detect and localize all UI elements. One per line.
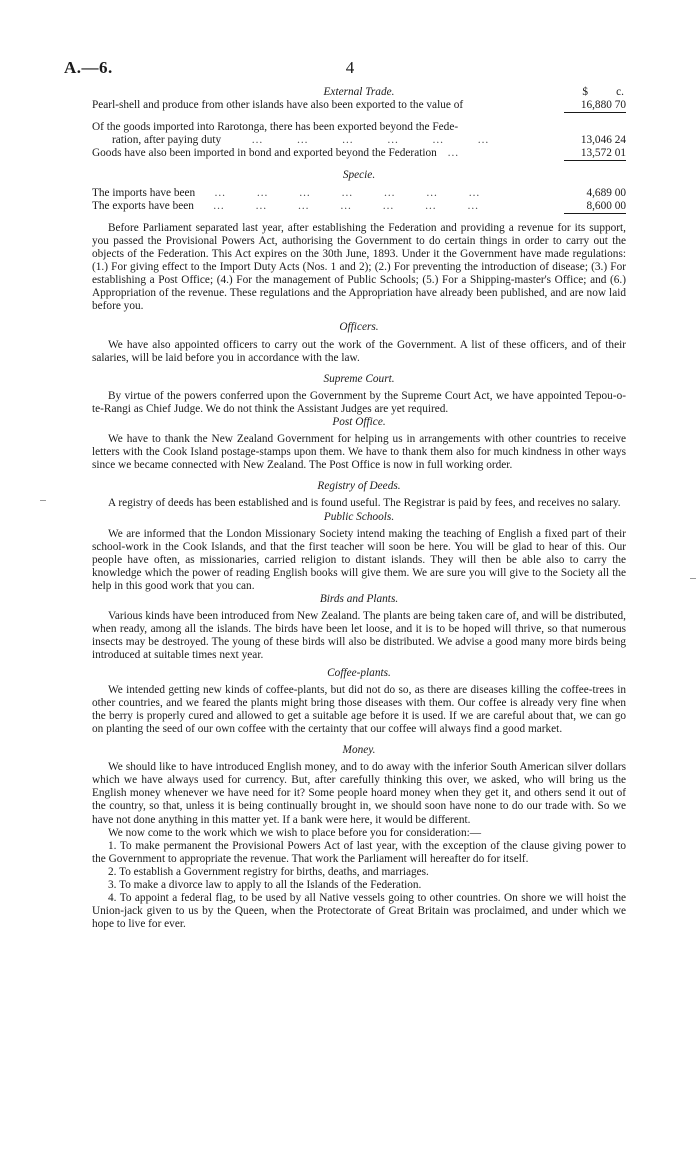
reexport-label-1: Of the goods imported into Rarotonga, there has been exported beyond the Fede- xyxy=(92,121,459,134)
supreme-court-paragraph: By virtue of the powers conferred upon the Government by the Supreme Court Act, we have appointed Tepou-o-te-Rangi as Chief Judge. We do not think the Assistant Judges are yet required. xyxy=(92,389,626,415)
margin-mark-right xyxy=(690,578,696,579)
money-paragraph: We should like to have introduced English money, and to do away with the inferior South American silver dollars which we have always used for currency. But, after carefully thinking this over, we asked, who will bring us the English money whenever we have need for it? Some people hoard money when they get it, and others send it out of the country, so that, unless it is being continually brought in, we should soon have none to do our trade with. So we have not done anything in this matter yet. If a bank were here, it would be different. xyxy=(92,761,626,826)
reexport-row-2: ration, after paying duty … … … … … … 13,046 24 xyxy=(112,134,626,147)
consideration-paragraph: We now come to the work which we wish to place before you for consideration:— xyxy=(108,826,482,839)
bond-label: Goods have also been imported in bond and exported beyond the Federation xyxy=(92,147,437,160)
post-office-heading: Post Office. xyxy=(332,415,386,428)
specie-imports-label: The imports have been xyxy=(92,186,196,199)
document-reference: A.—6. xyxy=(64,58,113,77)
birds-plants-paragraph: Various kinds have been introduced from New Zealand. The plants are being taken care of, and will be distributed, when ready, among all the islands. The birds have been let loose, and it is to be hoped will thrive, so that numerous insects may be destroyed. The young of these birds will also be distributed. We advise a good many more birds being introduced at suitable times next year. xyxy=(92,610,626,662)
pearl-shell-amount: 16,880 70 xyxy=(564,99,626,113)
specie-imports-amount: 4,689 00 xyxy=(586,186,626,199)
officers-paragraph: We have also appointed officers to carry out the work of the Government. A list of these officers, and of their salaries, will be laid before you in accordance with the law. xyxy=(92,338,626,364)
officers-heading: Officers. xyxy=(339,321,379,334)
bond-row: Goods have also been imported in bond and exported beyond the Federation … 13,572 01 xyxy=(92,147,626,161)
currency-cent: c. xyxy=(616,86,624,99)
birds-plants-heading: Birds and Plants. xyxy=(319,593,399,606)
reexport-label-2: ration, after paying duty xyxy=(112,134,222,147)
specie-exports-amount: 8,600 00 xyxy=(564,200,626,214)
item-2-paragraph: 2. To establish a Government registry for births, deaths, and marriages. xyxy=(108,865,429,878)
item-1-paragraph: 1. To make permanent the Provisional Powers Act of last year, with the exception of the clause giving power to the Government to appropriate the revenue. That work the Parliament will hereafter do for itself. xyxy=(92,839,626,865)
supreme-court-heading: Supreme Court. xyxy=(323,372,395,385)
public-schools-heading: Public Schools. xyxy=(323,510,395,523)
specie-exports-label: The exports have been xyxy=(92,199,194,212)
reexport-row-1 xyxy=(92,121,626,134)
post-office-paragraph: We have to thank the New Zealand Government for helping us in arrangements with other countries to receive letters with the Cook Island postage-stamps upon them. We have to thank them also for much kindness in other ways since we became connected with New Zealand. The Post Office is now in full working order. xyxy=(92,433,626,472)
specie-heading: Specie. xyxy=(342,169,376,182)
external-trade-heading: External Trade. xyxy=(323,86,395,98)
margin-mark-left xyxy=(40,500,46,501)
page-content xyxy=(92,86,626,931)
currency-dollar: $ xyxy=(582,86,588,99)
item-3-paragraph: 3. To make a divorce law to apply to all the Islands of the Federation. xyxy=(108,878,422,891)
registry-deeds-paragraph: A registry of deeds has been established and is found useful. The Registrar is paid by fees, and receives no salary. xyxy=(108,497,621,510)
page-number: 4 xyxy=(345,58,355,77)
public-schools-paragraph: We are informed that the London Missionary Society intend making the teaching of English a fixed part of their school-work in the Cook Islands, and that the first teacher will soon be here. You will be glad to hear of this. Our people have often, as missionaries, carried religion to distant islands. They will then be able also to carry the knowledge which the power of reading English books will give them. We are sure you will give to the Society all the help in this good work that you can. xyxy=(92,527,626,592)
pearl-shell-row xyxy=(92,99,626,113)
pearl-shell-label: Pearl-shell and produce from other islands have also been exported to the value of xyxy=(92,99,464,112)
parliament-paragraph: Before Parliament separated last year, after establishing the Federation and providing a revenue for its support, you passed the Provisional Powers Act, authorising the Government to do certain things in order to carry out the objects of the Federation. This Act expires on the 30th June, 1893. Under it the Government have made regulations: (1.) For giving effect to the Import Duty Acts (Nos. 1 and 2); (2.) For preventing the introduction of disease; (3.) For establishing a Post Office; (4.) For the management of Public Schools; (5.) For a Shipping-master's Office; and (6.) Appropriation of the revenue. These regulations and the Appropriation have already been published, and are now laid before you. xyxy=(92,221,626,313)
money-heading: Money. xyxy=(342,744,376,757)
coffee-plants-heading: Coffee-plants. xyxy=(327,666,391,679)
specie-exports-row: The exports have been … … … … … … … 8,600 00 xyxy=(92,200,626,214)
coffee-plants-paragraph: We intended getting new kinds of coffee-plants, but did not do so, as there are diseases killing the coffee-trees in other countries, and we feared the plants might bring those diseases with them. Our coffee is already very fine when the berry is properly cured and allowed to get a suitable age before it is used. If we are careful about that, we can go on planting the seed of our own coffee with the certainty that our coffee will always find a good market. xyxy=(92,683,626,735)
bond-amount: 13,572 01 xyxy=(564,147,626,161)
item-4-paragraph: 4. To appoint a federal flag, to be used by all Native vessels going to other countries. On shore we will hoist the Union-jack given to us by the Queen, when the Protectorate of Great Britain was proclaimed, and under which we hope to live for ever. xyxy=(92,892,626,931)
registry-deeds-heading: Registry of Deeds. xyxy=(317,480,401,493)
reexport-amount: 13,046 24 xyxy=(580,134,626,147)
specie-imports-row: The imports have been … … … … … … … 4,689 00 xyxy=(92,186,626,199)
